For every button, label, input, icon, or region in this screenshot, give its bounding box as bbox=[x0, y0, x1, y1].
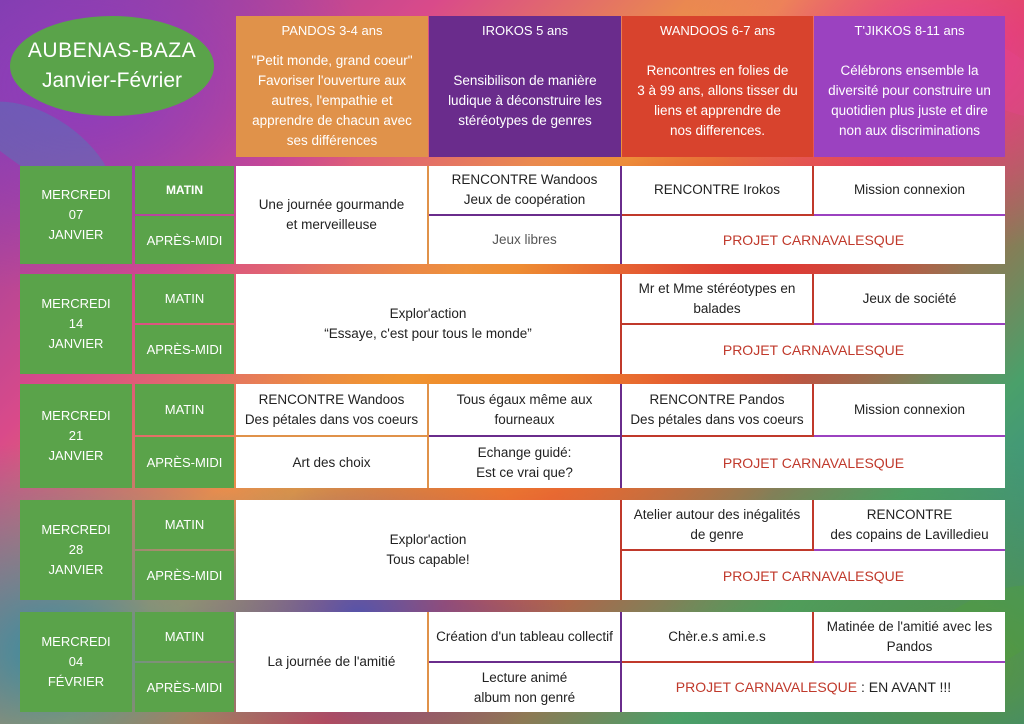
slot-matin bbox=[135, 274, 234, 323]
activity-text: Jeux libres bbox=[492, 232, 557, 247]
day-number: 04 bbox=[68, 654, 84, 669]
activity-text: Des pétales dans vos coeurs bbox=[244, 411, 419, 427]
day-month: JANVIER bbox=[48, 448, 104, 463]
activity-text: RENCONTRE bbox=[866, 506, 953, 522]
desc-line: non aux discriminations bbox=[838, 122, 981, 138]
activity-text: “Essaye, c'est pour tous le monde” bbox=[324, 326, 532, 341]
activity-text: Tous capable! bbox=[386, 552, 470, 567]
slot-label: MATIN bbox=[164, 629, 205, 644]
activity-text: Explor'action bbox=[389, 532, 467, 547]
desc-line: Sensibilison de manière bbox=[453, 72, 597, 88]
desc-line: quotidien plus juste et dire bbox=[831, 102, 988, 118]
projet-text: PROJET CARNAVALESQUE bbox=[722, 341, 905, 358]
activity-text: RENCONTRE Wandoos bbox=[451, 172, 598, 187]
slot-label: MATIN bbox=[164, 517, 205, 532]
slot-apres-midi bbox=[135, 437, 234, 488]
projet-text: PROJET CARNAVALESQUE bbox=[722, 567, 905, 584]
activity-text: La journée de l'amitié bbox=[267, 654, 396, 669]
day-label bbox=[20, 384, 132, 488]
group-desc-irokos bbox=[429, 44, 621, 157]
desc-line: apprendre de chacun avec bbox=[252, 112, 412, 128]
activity-cell bbox=[814, 274, 1005, 325]
activity-text: Création d'un tableau collectif bbox=[436, 628, 613, 644]
activity-cell bbox=[622, 612, 814, 663]
activity-text: de genre bbox=[690, 526, 744, 542]
group-header-irokos bbox=[429, 16, 621, 44]
day-number: 21 bbox=[68, 428, 84, 443]
activity-text: Matinée de l'amitié avec les bbox=[826, 618, 993, 634]
slot-matin bbox=[135, 384, 234, 435]
projet-line bbox=[676, 677, 951, 698]
slot-label: APRÈS-MIDI bbox=[146, 680, 223, 695]
activity-cell bbox=[814, 166, 1005, 216]
day-number: 28 bbox=[68, 542, 84, 557]
group-desc-wandoos bbox=[622, 44, 813, 157]
activity-cell bbox=[429, 216, 622, 264]
desc-line: autres, l'empathie et bbox=[271, 92, 393, 108]
desc-line: ses différences bbox=[286, 132, 378, 148]
day-number: 07 bbox=[68, 207, 84, 222]
title-location: AUBENAS-BAZA bbox=[27, 39, 197, 62]
activity-text: Des pétales dans vos coeurs bbox=[630, 411, 804, 427]
slot-label: APRÈS-MIDI bbox=[146, 232, 223, 248]
activity-text: Chèr.e.s ami.e.s bbox=[668, 628, 766, 644]
activity-cell bbox=[622, 384, 814, 437]
activity-text: Explor'action bbox=[389, 306, 467, 321]
activity-cell bbox=[429, 612, 622, 663]
projet-text: PROJET CARNAVALESQUE bbox=[675, 679, 858, 695]
activity-text: Tous égaux même aux bbox=[456, 391, 593, 407]
day-number: 14 bbox=[68, 316, 84, 331]
slot-apres-midi bbox=[135, 216, 234, 264]
group-header-pandos bbox=[236, 16, 428, 44]
slot-apres-midi bbox=[135, 663, 234, 712]
title-badge bbox=[10, 16, 214, 116]
slot-label: MATIN bbox=[164, 402, 205, 417]
activity-cell bbox=[236, 274, 622, 374]
day-month: FÉVRIER bbox=[47, 674, 105, 689]
activity-cell bbox=[622, 500, 814, 551]
group-header-tjikkos bbox=[814, 16, 1005, 44]
projet-carnavalesque-cell bbox=[622, 663, 1005, 712]
activity-text: RENCONTRE Irokos bbox=[653, 182, 780, 197]
activity-cell bbox=[622, 166, 814, 216]
activity-cell bbox=[814, 384, 1005, 437]
projet-text: PROJET CARNAVALESQUE bbox=[722, 454, 905, 471]
slot-label: APRÈS-MIDI bbox=[146, 568, 223, 583]
activity-text: fourneaux bbox=[494, 411, 555, 427]
activity-text: Une journée gourmande bbox=[258, 197, 405, 212]
slot-matin bbox=[135, 166, 234, 214]
day-weekday: MERCREDI bbox=[41, 408, 111, 423]
activity-text: album non genré bbox=[473, 689, 576, 705]
desc-line: diversité pour construire un bbox=[828, 82, 991, 98]
activity-cell bbox=[429, 663, 622, 712]
activity-text: Mr et Mme stéréotypes en bbox=[638, 280, 796, 296]
projet-carnavalesque-cell bbox=[622, 437, 1005, 488]
slot-label: MATIN bbox=[165, 183, 204, 197]
desc-line: Rencontres en folies de bbox=[646, 62, 789, 78]
activity-text: et merveilleuse bbox=[286, 217, 377, 232]
slot-label: APRÈS-MIDI bbox=[146, 342, 223, 357]
activity-cell bbox=[236, 437, 429, 488]
slot-apres-midi bbox=[135, 325, 234, 374]
group-desc-tjikkos bbox=[814, 44, 1005, 157]
slot-label: APRÈS-MIDI bbox=[146, 455, 223, 470]
day-weekday: MERCREDI bbox=[41, 187, 111, 202]
activity-text: Echange guidé: bbox=[477, 444, 572, 460]
desc-line: 3 à 99 ans, allons tisser du bbox=[637, 82, 798, 98]
activity-text: RENCONTRE Pandos bbox=[649, 391, 785, 407]
activity-text: Est ce vrai que? bbox=[476, 464, 573, 480]
projet-text: PROJET CARNAVALESQUE bbox=[722, 232, 905, 248]
activity-text: balades bbox=[693, 300, 741, 316]
activity-text: Mission connexion bbox=[853, 401, 966, 417]
activity-cell bbox=[236, 384, 429, 437]
day-label bbox=[20, 166, 132, 264]
activity-text: Jeux de société bbox=[862, 290, 957, 306]
day-label bbox=[20, 274, 132, 374]
day-weekday: MERCREDI bbox=[41, 634, 111, 649]
day-label bbox=[20, 612, 132, 712]
day-month: JANVIER bbox=[48, 562, 104, 577]
day-weekday: MERCREDI bbox=[41, 522, 111, 537]
day-month: JANVIER bbox=[48, 227, 104, 242]
activity-cell bbox=[429, 166, 622, 216]
activity-text: Jeux de coopération bbox=[463, 192, 586, 207]
activity-text: Atelier autour des inégalités bbox=[633, 506, 801, 522]
desc-line: nos differences. bbox=[669, 122, 766, 138]
activity-text: Pandos bbox=[886, 638, 933, 654]
activity-text: RENCONTRE Wandoos bbox=[258, 391, 405, 407]
activity-cell bbox=[622, 274, 814, 325]
activity-text: Art des choix bbox=[292, 454, 371, 470]
activity-cell bbox=[236, 166, 429, 264]
title-period: Janvier-Février bbox=[41, 69, 183, 92]
group-name: T'JIKKOS 8-11 ans bbox=[854, 22, 965, 38]
activity-text: Mission connexion bbox=[853, 182, 966, 197]
desc-line: Favoriser l'ouverture aux bbox=[257, 72, 407, 88]
day-weekday: MERCREDI bbox=[41, 296, 111, 311]
group-name: IROKOS 5 ans bbox=[482, 22, 568, 38]
group-desc-pandos bbox=[236, 44, 428, 157]
slot-matin bbox=[135, 612, 234, 661]
slot-matin bbox=[135, 500, 234, 549]
projet-carnavalesque-cell bbox=[622, 551, 1005, 600]
desc-line: "Petit monde, grand coeur" bbox=[251, 52, 413, 68]
day-label bbox=[20, 500, 132, 600]
desc-line: ludique à déconstruire les bbox=[448, 92, 602, 108]
activity-cell bbox=[429, 384, 622, 437]
slot-label: MATIN bbox=[164, 291, 205, 306]
activity-cell bbox=[236, 500, 622, 600]
desc-line: Célébrons ensemble la bbox=[840, 62, 979, 78]
group-name: PANDOS 3-4 ans bbox=[281, 22, 383, 38]
activity-text: des copains de Lavilledieu bbox=[830, 526, 989, 542]
desc-line: liens et apprendre de bbox=[654, 102, 781, 118]
activity-cell bbox=[429, 437, 622, 488]
activity-cell bbox=[236, 612, 429, 712]
group-name: WANDOOS 6-7 ans bbox=[659, 22, 776, 38]
activity-text: Lecture animé bbox=[481, 669, 568, 685]
day-month: JANVIER bbox=[48, 336, 104, 351]
group-header-wandoos bbox=[622, 16, 813, 44]
projet-carnavalesque-cell bbox=[622, 216, 1005, 264]
slot-apres-midi bbox=[135, 551, 234, 600]
desc-line: stéréotypes de genres bbox=[458, 112, 592, 128]
activity-cell bbox=[814, 500, 1005, 551]
projet-carnavalesque-cell bbox=[622, 325, 1005, 374]
activity-cell bbox=[814, 612, 1005, 663]
projet-suffix: : EN AVANT !!! bbox=[857, 679, 952, 695]
